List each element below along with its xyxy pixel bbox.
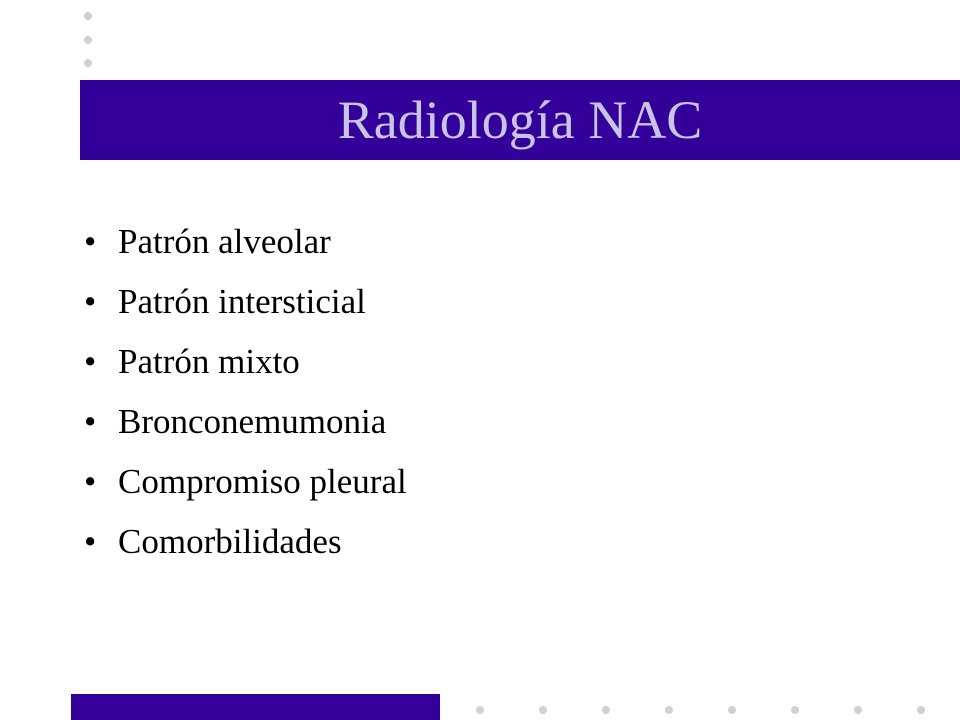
decor-dot bbox=[84, 12, 92, 20]
decor-dot bbox=[84, 36, 92, 44]
bullet-item bbox=[84, 392, 407, 452]
bullet-text: Bronconemumonia bbox=[118, 402, 387, 441]
bullet-text: Patrón intersticial bbox=[118, 282, 366, 321]
bullet-list bbox=[84, 212, 407, 572]
bullet-item bbox=[84, 272, 407, 332]
decor-dot bbox=[476, 706, 484, 714]
bullet-text: Patrón mixto bbox=[118, 342, 300, 381]
bullet-icon: • bbox=[84, 522, 97, 561]
bullet-text: Comorbilidades bbox=[118, 522, 342, 561]
bullet-icon: • bbox=[84, 402, 97, 441]
bullet-icon: • bbox=[84, 222, 97, 261]
decor-dot bbox=[665, 706, 673, 714]
decor-dot bbox=[602, 706, 610, 714]
footer-bar bbox=[71, 694, 440, 720]
decor-dot bbox=[728, 706, 736, 714]
bullet-icon: • bbox=[84, 282, 97, 321]
decor-dot bbox=[539, 706, 547, 714]
decor-dot bbox=[917, 706, 925, 714]
bullet-text: Patrón alveolar bbox=[118, 222, 331, 261]
bullet-icon: • bbox=[84, 462, 97, 501]
decor-dot bbox=[791, 706, 799, 714]
bullet-item bbox=[84, 452, 407, 512]
bullet-icon: • bbox=[84, 342, 97, 381]
bullet-item bbox=[84, 212, 407, 272]
bullet-item bbox=[84, 332, 407, 392]
decor-dot bbox=[854, 706, 862, 714]
bullet-text: Compromiso pleural bbox=[118, 462, 407, 501]
decor-dot bbox=[84, 59, 92, 67]
slide-title: Radiología NAC bbox=[337, 90, 703, 150]
title-bar bbox=[80, 80, 960, 160]
bullet-item bbox=[84, 512, 407, 572]
